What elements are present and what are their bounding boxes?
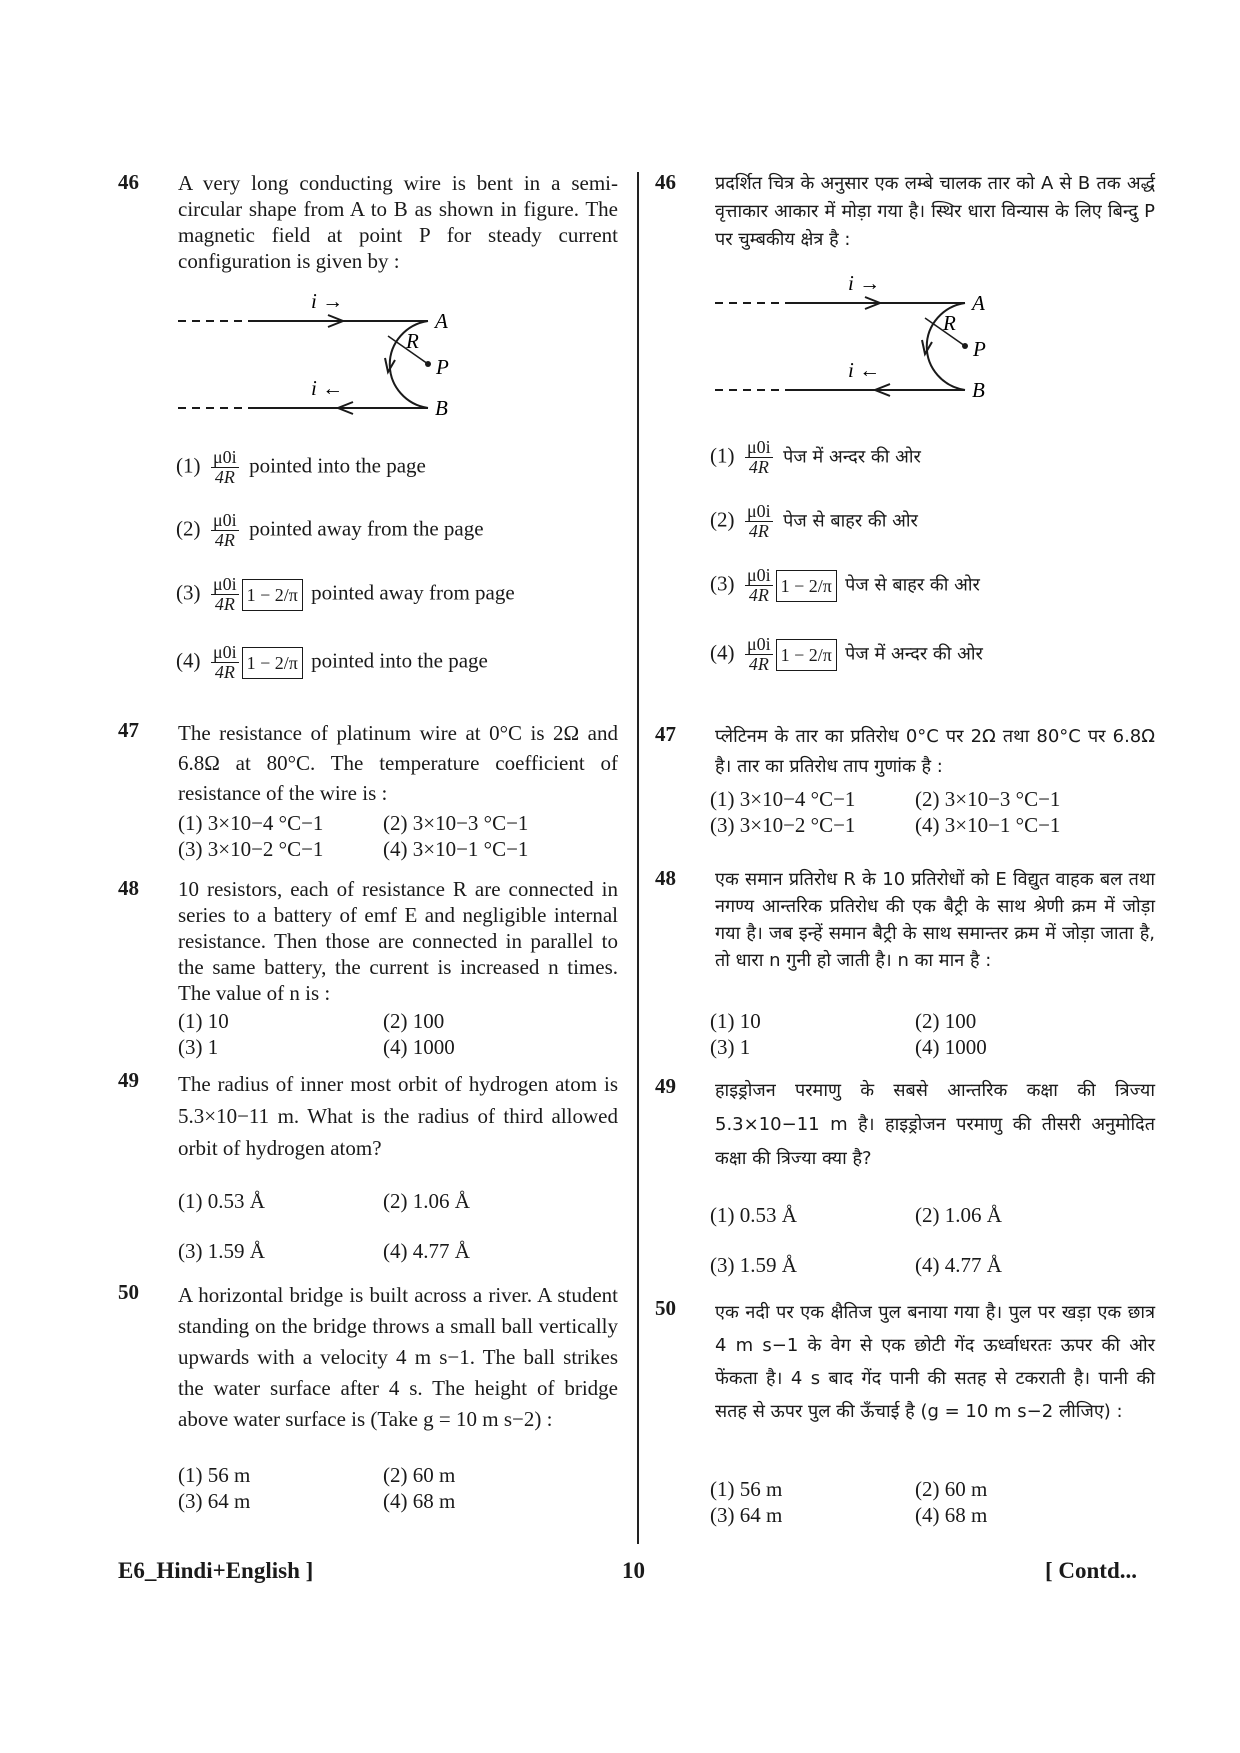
option-4: (4) 3×10−1 °C−1 [915, 813, 1061, 837]
option-4: (4) 68 m [383, 1489, 456, 1513]
fraction: $\frac{\mu 0i}{4R}$ [747, 565, 771, 605]
option-4: (4) 1000 [915, 1035, 987, 1059]
option-1: (1) $\frac{\mu 0i}{4R}$ pointed into the page [176, 447, 426, 487]
question-number: 48 [118, 876, 139, 900]
option-2: (2) 100 [383, 1009, 445, 1033]
question-number: 49 [118, 1068, 139, 1092]
question-number: 49 [655, 1074, 676, 1098]
option-4: (4) 3×10−1 °C−1 [383, 837, 529, 861]
option-2: (2) 1.06 Å [915, 1203, 1002, 1227]
footer-code: E6_Hindi+English ] [118, 1558, 314, 1583]
fraction: $\frac{\mu 0i}{4R}$ [213, 510, 237, 550]
question-number: 50 [118, 1280, 139, 1304]
page-number: 10 [622, 1558, 645, 1583]
option-1: (1) 56 m [178, 1463, 251, 1487]
fraction: $\frac{\mu 0i}{4R}$ [213, 642, 237, 682]
question-number: 46 [655, 170, 676, 194]
option-4: (4) 1000 [383, 1035, 455, 1059]
option-2: (2) 3×10−3 °C−1 [915, 787, 1061, 811]
label-r: R [943, 311, 956, 335]
option-3: (3) 3×10−2 °C−1 [178, 837, 324, 861]
bracket-term: 1 − 2/π [242, 647, 303, 679]
option-3: (3) 1.59 Å [178, 1239, 265, 1263]
fraction: $\frac{\mu 0i}{4R}$ [747, 634, 771, 674]
semicircle-wire-diagram [715, 270, 1015, 405]
option-1: (1) 10 [178, 1009, 229, 1033]
question-text: The radius of inner most orbit of hydrogen atom is 5.3×10−11 m. What is the radius of third allowed orbit of hydrogen atom? [178, 1072, 618, 1160]
label-b: B [972, 378, 985, 402]
option-1: (1) $\frac{\mu 0i}{4R}$ पेज में अन्दर की ओर [710, 437, 921, 477]
option-1: (1) 10 [710, 1009, 761, 1033]
fraction: $\frac{\mu 0i}{4R}$ [747, 437, 771, 477]
option-2: (2) 3×10−3 °C−1 [383, 811, 529, 835]
semicircle-wire-diagram [178, 288, 478, 423]
option-4: (4) $\frac{\mu 0i}{4R}$ 1 − 2/π पेज में अन्दर की ओर [710, 634, 983, 674]
option-1: (1) 3×10−4 °C−1 [178, 811, 324, 835]
current-label-top: i → [848, 271, 881, 295]
option-2: (2) 60 m [383, 1463, 456, 1487]
question-text: एक समान प्रतिरोध R के 10 प्रतिरोधों को E विद्युत वाहक बल तथा नगण्य आन्तरिक प्रतिरोध की एक बैट्री के साथ श्रेणी क्रम में जोड़ा गया है। जब इन्हें समान बैट्री के साथ समान्तर क्रम में जोड़ा जाता है, तो धारा n गुनी हो जाती है। n का मान है : [715, 869, 1155, 971]
bracket-term: 1 − 2/π [242, 579, 303, 611]
question-text: A very long conducting wire is bent in a semi-circular shape from A to B as shown in figure. The magnetic field at point P for steady current configuration is given by : [178, 171, 618, 273]
fraction: $\frac{\mu 0i}{4R}$ [747, 501, 771, 541]
option-4: (4) 4.77 Å [383, 1239, 470, 1263]
option-2: (2) $\frac{\mu 0i}{4R}$ पेज से बाहर की ओर [710, 501, 918, 541]
bracket-term: 1 − 2/π [776, 639, 837, 671]
option-1: (1) 56 m [710, 1477, 783, 1501]
label-r: R [406, 329, 419, 353]
option-1: (1) 0.53 Å [178, 1189, 265, 1213]
option-3: (3) 1 [178, 1035, 219, 1059]
current-label-bottom: i ← [848, 358, 881, 382]
question-text: प्रदर्शित चित्र के अनुसार एक लम्बे चालक तार को A से B तक अर्द्ध वृत्ताकार आकार में मोड़ा गया है। स्थिर धारा विन्यास के लिए बिन्दु P पर चुम्बकीय क्षेत्र है : [715, 173, 1155, 250]
option-3: (3) 1.59 Å [710, 1253, 797, 1277]
label-a: A [435, 309, 448, 333]
current-label-top: i → [311, 289, 344, 313]
continued-label: [ Contd... [1045, 1558, 1138, 1583]
column-divider [637, 172, 639, 1544]
question-number: 50 [655, 1296, 676, 1320]
question-text: A horizontal bridge is built across a river. A student standing on the bridge throws a small ball vertically upwards with a velocity 4 m s−1. The ball strikes the water surface after 4 s. The height of bridge above water surface is (Take g = 10 m s−2) : [178, 1283, 618, 1431]
option-3: (3) 3×10−2 °C−1 [710, 813, 856, 837]
fraction: $\frac{\mu 0i}{4R}$ [213, 447, 237, 487]
option-3: (3) $\frac{\mu 0i}{4R}$ 1 − 2/π पेज से बाहर की ओर [710, 565, 980, 605]
question-text: हाइड्रोजन परमाणु के सबसे आन्तरिक कक्षा की त्रिज्या 5.3×10−11 m है। हाइड्रोजन परमाणु की तीसरी अनुमोदित कक्षा की त्रिज्या क्या है? [715, 1080, 1155, 1169]
fraction: $\frac{\mu 0i}{4R}$ [213, 574, 237, 614]
label-b: B [435, 396, 448, 420]
label-p: P [436, 355, 449, 379]
option-2: (2) $\frac{\mu 0i}{4R}$ pointed away from the page [176, 510, 484, 550]
option-3: (3) 1 [710, 1035, 751, 1059]
option-1: (1) 0.53 Å [710, 1203, 797, 1227]
option-2: (2) 60 m [915, 1477, 988, 1501]
option-3: (3) 64 m [710, 1503, 783, 1527]
question-text: 10 resistors, each of resistance R are connected in series to a battery of emf E and negligible internal resistance. Then those are connected in parallel to the same battery, the current is increased n times. The value of n is : [178, 877, 618, 1005]
option-3: (3) 64 m [178, 1489, 251, 1513]
question-number: 48 [655, 866, 676, 890]
option-1: (1) 3×10−4 °C−1 [710, 787, 856, 811]
question-text: The resistance of platinum wire at 0°C is 2Ω and 6.8Ω at 80°C. The temperature coefficient of resistance of the wire is : [178, 721, 618, 805]
bracket-term: 1 − 2/π [776, 570, 837, 602]
current-label-bottom: i ← [311, 376, 344, 400]
option-2: (2) 100 [915, 1009, 977, 1033]
option-3: (3) $\frac{\mu 0i}{4R}$ 1 − 2/π pointed away from page [176, 574, 515, 614]
label-a: A [972, 291, 985, 315]
option-4: (4) 68 m [915, 1503, 988, 1527]
option-4: (4) $\frac{\mu 0i}{4R}$ 1 − 2/π pointed into the page [176, 642, 488, 682]
option-4: (4) 4.77 Å [915, 1253, 1002, 1277]
label-p: P [973, 337, 986, 361]
option-2: (2) 1.06 Å [383, 1189, 470, 1213]
question-number: 47 [655, 722, 676, 746]
question-number: 46 [118, 170, 139, 194]
question-number: 47 [118, 718, 139, 742]
question-text: प्लेटिनम के तार का प्रतिरोध 0°C पर 2Ω तथा 80°C पर 6.8Ω है। तार का प्रतिरोध ताप गुणांक है : [715, 726, 1155, 777]
question-text: एक नदी पर एक क्षैतिज पुल बनाया गया है। पुल पर खड़ा एक छात्र 4 m s−1 के वेग से एक छोटी गेंद ऊर्ध्वाधरतः ऊपर की ओर फेंकता है। 4 s बाद गेंद पानी की सतह से टकराती है। पानी की सतह से ऊपर पुल की ऊँचाई है (g = 10 m s−2 लीजिए) : [715, 1302, 1155, 1422]
